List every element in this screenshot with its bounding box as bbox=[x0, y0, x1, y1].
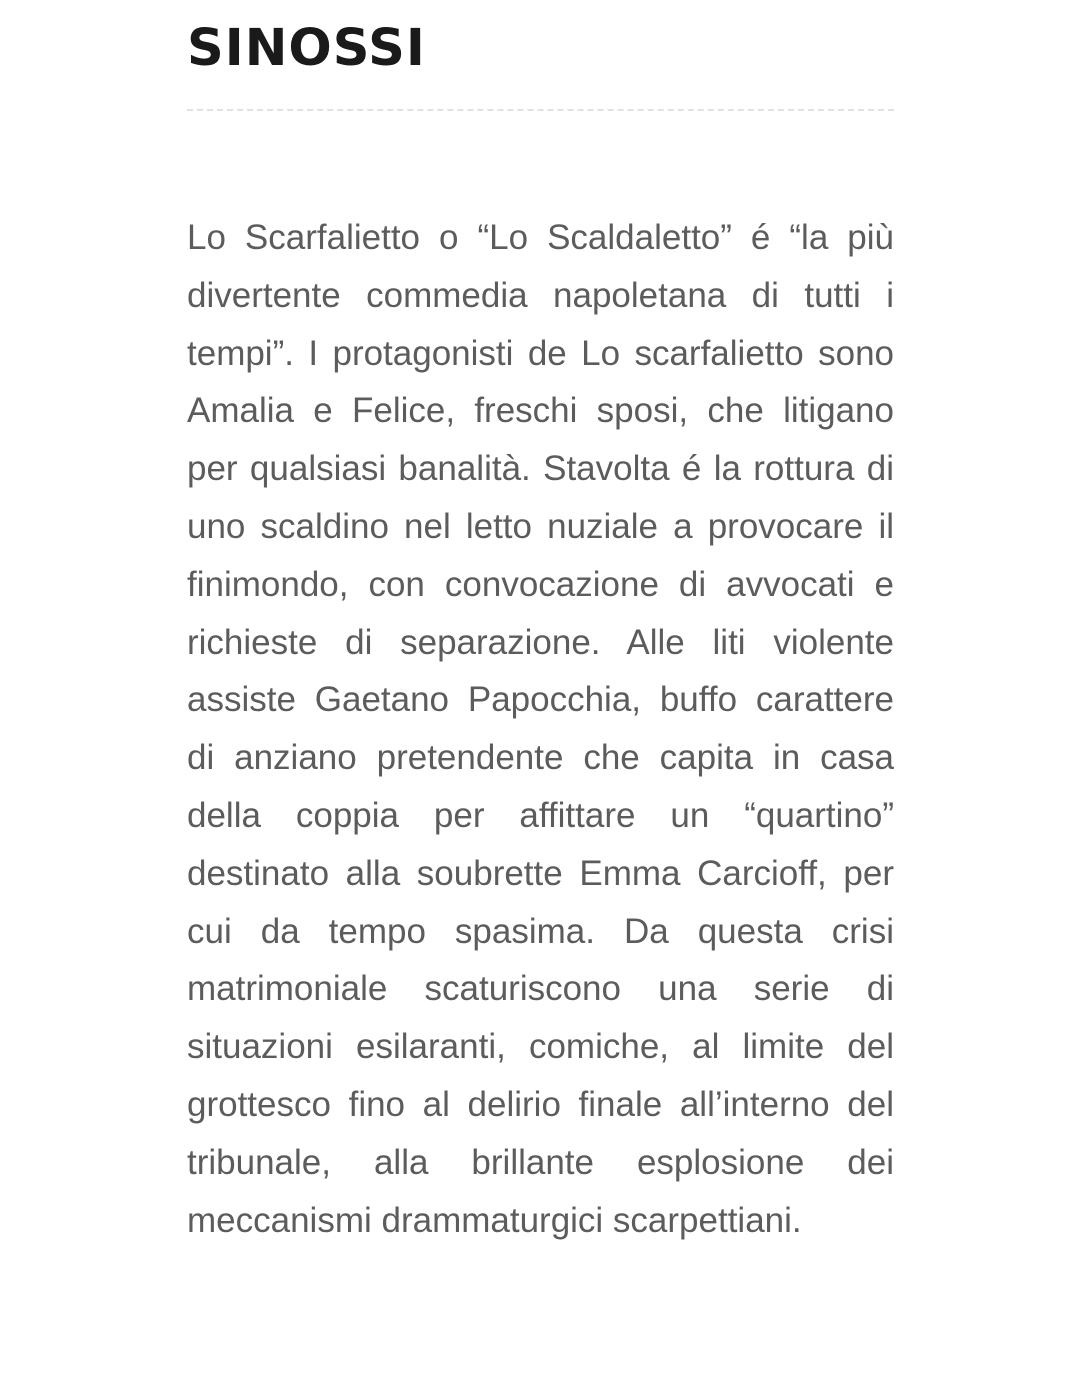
section-divider bbox=[187, 109, 894, 111]
synopsis-text: Lo Scarfalietto o “Lo Scaldaletto” é “la più divertente commedia napoletana di tutti i tempi”. I protagonisti de Lo scarfalietto sono Amalia e Felice, freschi sposi, che litigano per qualsiasi banalità. Stavolta é la rottura di uno scaldino nel letto nuziale a provocare il finimondo, con convocazione di avvocati e richieste di separazione. Alle liti violente assiste Gaetano Papocchia, buffo carattere di anziano pretendente che capita in casa della coppia per affittare un “quartino” destinato alla soubrette Emma Carcioff, per cui da tempo spasima. Da questa crisi matrimoniale scaturiscono una serie di situazioni esilaranti, comiche, al limite del grottesco fino al delirio finale all’interno del tribunale, alla brillante esplosione dei meccanismi drammaturgici scarpettiani. bbox=[187, 218, 894, 1240]
section-title: SINOSSI bbox=[187, 19, 426, 78]
synopsis-section bbox=[187, 0, 894, 1249]
